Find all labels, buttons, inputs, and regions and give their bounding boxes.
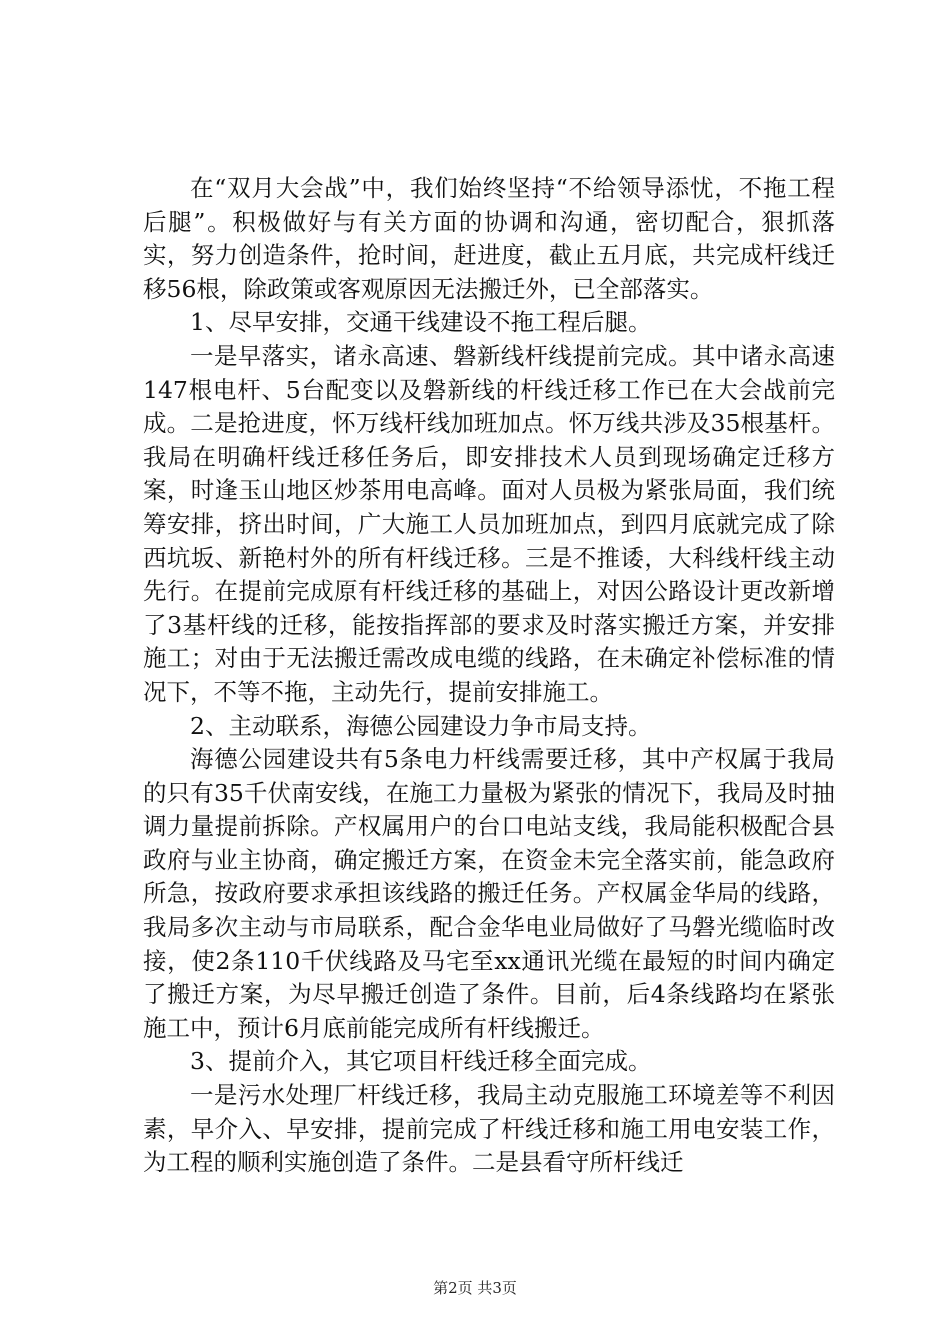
paragraph-section-3: 一是污水处理厂杆线迁移，我局主动克服施工环境差等不利因素，早介入、早安排，提前完成了杆线迁移和施工用电安装工作，为工程的顺利实施创造了条件。二是县看守所杆线迁 — [143, 1081, 835, 1177]
section-heading-3: 3、提前介入，其它项目杆线迁移全面完成。 — [190, 1047, 652, 1076]
page-number-text: 第2页 共3页 — [433, 1279, 517, 1297]
paragraph-section-2: 海德公园建设共有5条电力杆线需要迁移，其中产权属于我局的只有35千伏南安线，在施工力量极为紧张的情况下，我局及时抽调力量提前拆除。产权属用户的台口电站支线，我局能积极配合县政府与业主协商，确定搬迁方案，在资金未完全落实前，能急政府所急，按政府要求承担该线路的搬迁任务。产权属金华局的线路，我局多次主动与市局联系，配合金华电业局做好了马磐光缆临时改接，使2条110千伏线路及马宅至xx通讯光缆在最短的时间内确定了搬迁方案，为尽早搬迁创造了条件。目前，后4条线路均在紧张施工中，预计6月底前能完成所有杆线搬迁。 — [143, 745, 835, 1042]
section-heading-1: 1、尽早安排，交通干线建设不拖工程后腿。 — [190, 308, 652, 337]
page-number — [0, 1277, 950, 1298]
section-heading-2: 2、主动联系，海德公园建设力争市局支持。 — [190, 711, 652, 740]
document-body — [143, 172, 835, 1180]
paragraph-intro: 在“双月大会战”中，我们始终坚持“不给领导添忧，不拖工程后腿”。积极做好与有关方面的协调和沟通，密切配合，狠抓落实，努力创造条件，抢时间，赶进度，截止五月底，共完成杆线迁移56根，除政策或客观原因无法搬迁外，已全部落实。 — [143, 174, 835, 303]
paragraph-section-1: 一是早落实，诸永高速、磐新线杆线提前完成。其中诸永高速147根电杆、5台配变以及磐新线的杆线迁移工作已在大会战前完成。二是抢进度，怀万线杆线加班加点。怀万线共涉及35根基杆。我局在明确杆线迁移任务后，即安排技术人员到现场确定迁移方案，时逢玉山地区炒茶用电高峰。面对人员极为紧张局面，我们统筹安排，挤出时间，广大施工人员加班加点，到四月底就完成了除西坑坂、新艳村外的所有杆线迁移。三是不推诿，大科线杆线主动先行。在提前完成原有杆线迁移的基础上，对因公路设计更改新增了3基杆线的迁移，能按指挥部的要求及时落实搬迁方案，并安排施工；对由于无法搬迁需改成电缆的线路，在未确定补偿标准的情况下，不等不拖，主动先行，提前安排施工。 — [143, 341, 835, 706]
